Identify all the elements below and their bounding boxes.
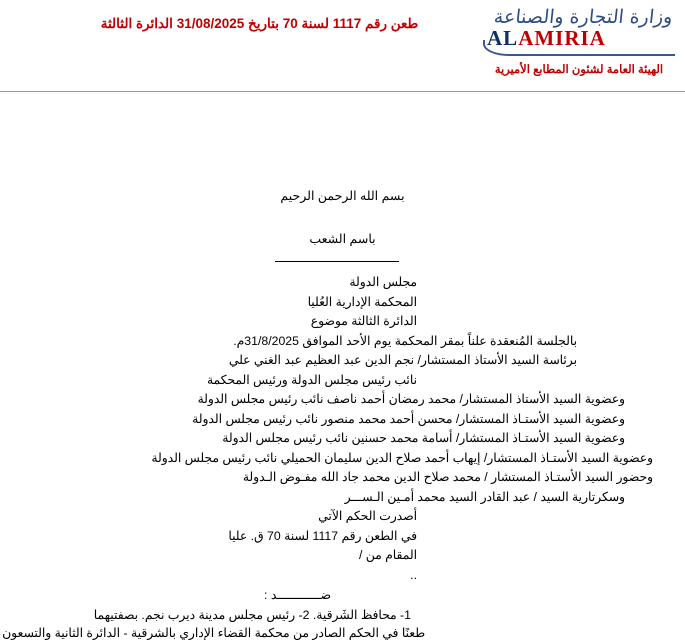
body-line: الدائرة الثالثة موضوع — [310, 314, 417, 328]
body-line: أصدرت الحكم الآتي — [318, 509, 417, 523]
in-the-name-of-the-people-line: باسم الشعب — [309, 232, 376, 246]
logo-subtitle: الهيئة العامة لشئون المطابع الأميرية — [494, 64, 664, 76]
horizontal-rule — [275, 261, 399, 262]
body-line: وعضوية السيد الأستـاذ المستشار/ أسامة محمد حسنين نائب رئيس مجلس الدولة — [222, 431, 625, 445]
body-line: وحضور السيد الأستـاذ المستشار / محمد صلاح الدين محمد جاد الله مفـوض الـدولة — [242, 470, 653, 484]
respondents-block — [0, 606, 685, 642]
body-line: وعضوية السيد الأستاذ المستشار/ محمد رمضان أحمد ناصف نائب رئيس مجلس الدولة — [197, 392, 625, 406]
logo-artwork — [481, 4, 677, 60]
court-heading-block — [0, 274, 685, 584]
against-block — [0, 586, 685, 604]
body-line: في الطعن رقم 1117 لسنة 70 ق. عليا — [228, 528, 417, 543]
body-line: المقام من / — [358, 548, 417, 562]
dots-line: .. — [410, 567, 417, 582]
body-line: برئاسة السيد الأستاذ المستشار/ نجم الدين عبد العظيم عبد الغني علي — [228, 353, 577, 367]
body-line: وسكرتارية السيد / عبد القادر السيد محمد أمـين الـســـر — [344, 489, 625, 504]
body-line: المحكمة الإدارية العُليا — [307, 294, 417, 309]
organization-logo — [481, 4, 677, 76]
appeal-subject-line: طعنًا في الحكم الصادر من محكمة القضاء الإداري بالشرقية - الدائرة الثانية والتسعون — [2, 626, 425, 640]
respondent-line: 1- محافظ الشَرقية. 2- رئيس مجلس مدينة ديرب نجم. بصفتيهما — [93, 608, 411, 622]
page-header — [0, 0, 685, 92]
body-line: وعضوية السيد الأستـاذ المستشار/ إيهاب أحمد صلاح الدين سليمان الحميلي نائب رئيس مجلس الدولة — [151, 450, 653, 465]
against-label: ضــــــــــــد : — [264, 588, 331, 602]
body-line: بالجلسة المُنعقدة علناً بمقر المحكمة يوم الأحد الموافق 31/8/2025م. — [233, 333, 577, 348]
body-line: مجلس الدولة — [349, 275, 417, 289]
logo-wordmark-accent: AMIRIA — [518, 26, 606, 50]
logo-wordmark-main: AL — [487, 26, 519, 50]
logo-swash-decoration — [483, 40, 675, 56]
body-line: نائب رئيس مجلس الدولة ورئيس المحكمة — [206, 372, 417, 387]
body-line: وعضوية السيد الأستـاذ المستشار/ محسن أحمد محمد منصور نائب رئيس مجلس الدولة — [192, 411, 625, 426]
case-title: طعن رقم 1117 لسنة 70 بتاريخ 31/08/2025 الدائرة الثالثة — [100, 16, 419, 31]
document-body — [0, 188, 685, 642]
basmala-line: بسم الله الرحمن الرحيم — [280, 189, 405, 203]
logo-calligraphy-text: وزارة التجارة والصناعة — [493, 6, 675, 28]
